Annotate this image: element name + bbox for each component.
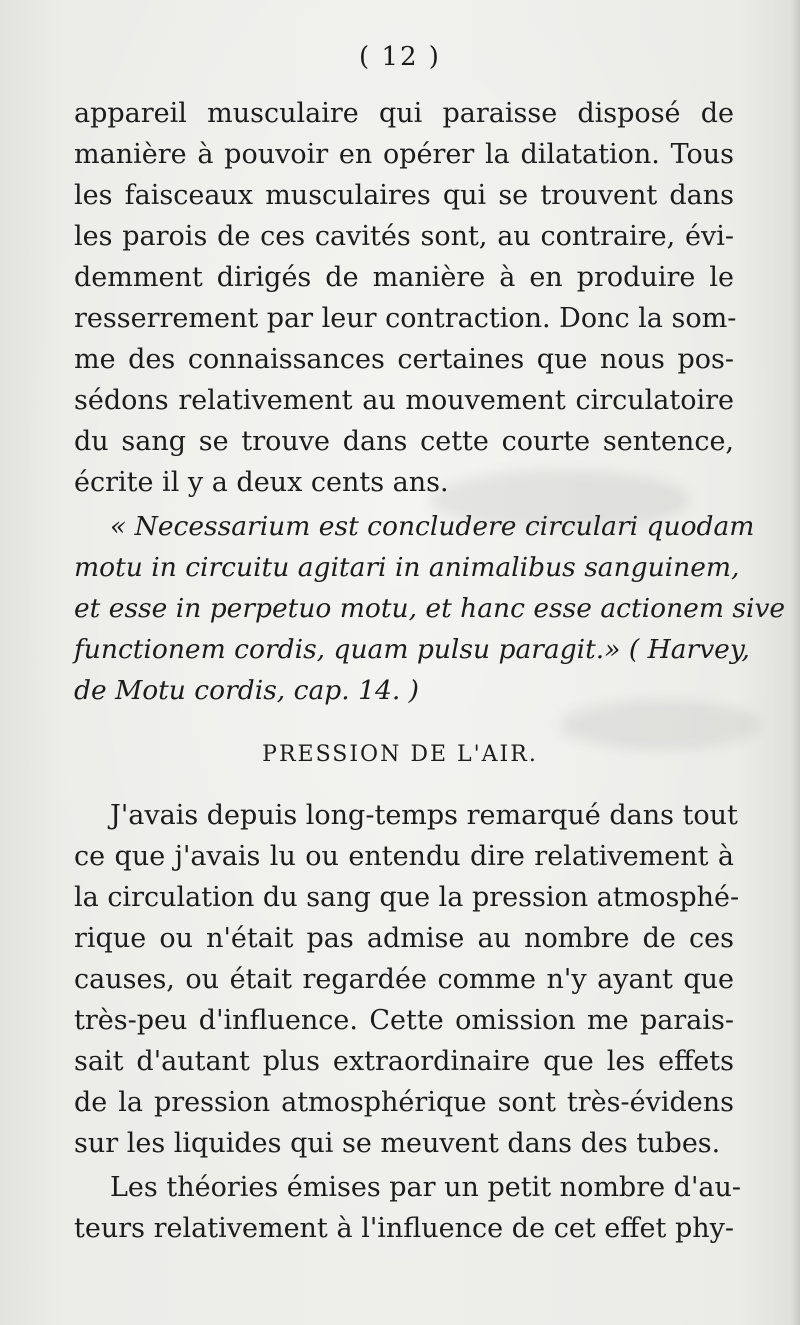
text-line: J'avais depuis long-temps remarqué dans tout xyxy=(110,800,738,831)
text-line: la circulation du sang que la pression atmosphé- xyxy=(74,882,740,913)
text-line: les parois de ces cavités sont, au contraire, évi- xyxy=(74,221,734,252)
text-line: les faisceaux musculaires qui se trouvent dans xyxy=(74,180,734,211)
quote-line: « Necessarium est concludere circulari quodam xyxy=(110,511,755,542)
page-edge-shadow xyxy=(790,0,800,1325)
text-line: appareil musculaire qui paraisse disposé de xyxy=(74,98,734,129)
paragraph-3 xyxy=(74,1167,741,1249)
text-line: me des connaissances certaines que nous pos- xyxy=(74,344,734,375)
paragraph-2 xyxy=(74,795,740,1164)
text-line: sur les liquides qui se meuvent dans des tubes. xyxy=(74,1128,721,1159)
quote-line: motu in circuitu agitari in animalibus sanguinem, xyxy=(74,552,740,583)
text-line: ce que j'avais lu ou entendu dire relativement à xyxy=(74,841,734,872)
section-heading: PRESSION DE L'AIR. xyxy=(262,742,538,767)
text-line: sait d'autant plus extraordinaire que les effets xyxy=(74,1046,734,1077)
text-line: du sang se trouve dans cette courte sentence, xyxy=(74,426,734,457)
quote-line: functionem cordis, quam pulsu paragit.» ( Harvey, xyxy=(74,634,750,665)
quote-line: de Motu cordis, cap. 14. ) xyxy=(74,675,420,706)
text-line: de la pression atmosphérique sont très-évidens xyxy=(74,1087,734,1118)
page-number: ( 12 ) xyxy=(359,42,441,72)
text-line: sédons relativement au mouvement circulatoire xyxy=(74,385,734,416)
text-line: très-peu d'influence. Cette omission me parais- xyxy=(74,1005,734,1036)
text-line: manière à pouvoir en opérer la dilatation. Tous xyxy=(74,139,734,170)
text-line: teurs relativement à l'influence de cet effet phy- xyxy=(74,1213,734,1244)
text-line: Les théories émises par un petit nombre d'au- xyxy=(110,1172,741,1203)
latin-quotation xyxy=(74,506,786,711)
quote-line: et esse in perpetuo motu, et hanc esse actionem sive xyxy=(74,593,786,624)
text-line: rique ou n'était pas admise au nombre de ces xyxy=(74,923,734,954)
text-line: causes, ou était regardée comme n'y ayant que xyxy=(74,964,734,995)
text-line: resserrement par leur contraction. Donc la som- xyxy=(74,303,737,334)
text-line: demment dirigés de manière à en produire le xyxy=(74,262,734,293)
paragraph-1 xyxy=(74,93,737,503)
text-line: écrite il y a deux cents ans. xyxy=(74,467,449,498)
